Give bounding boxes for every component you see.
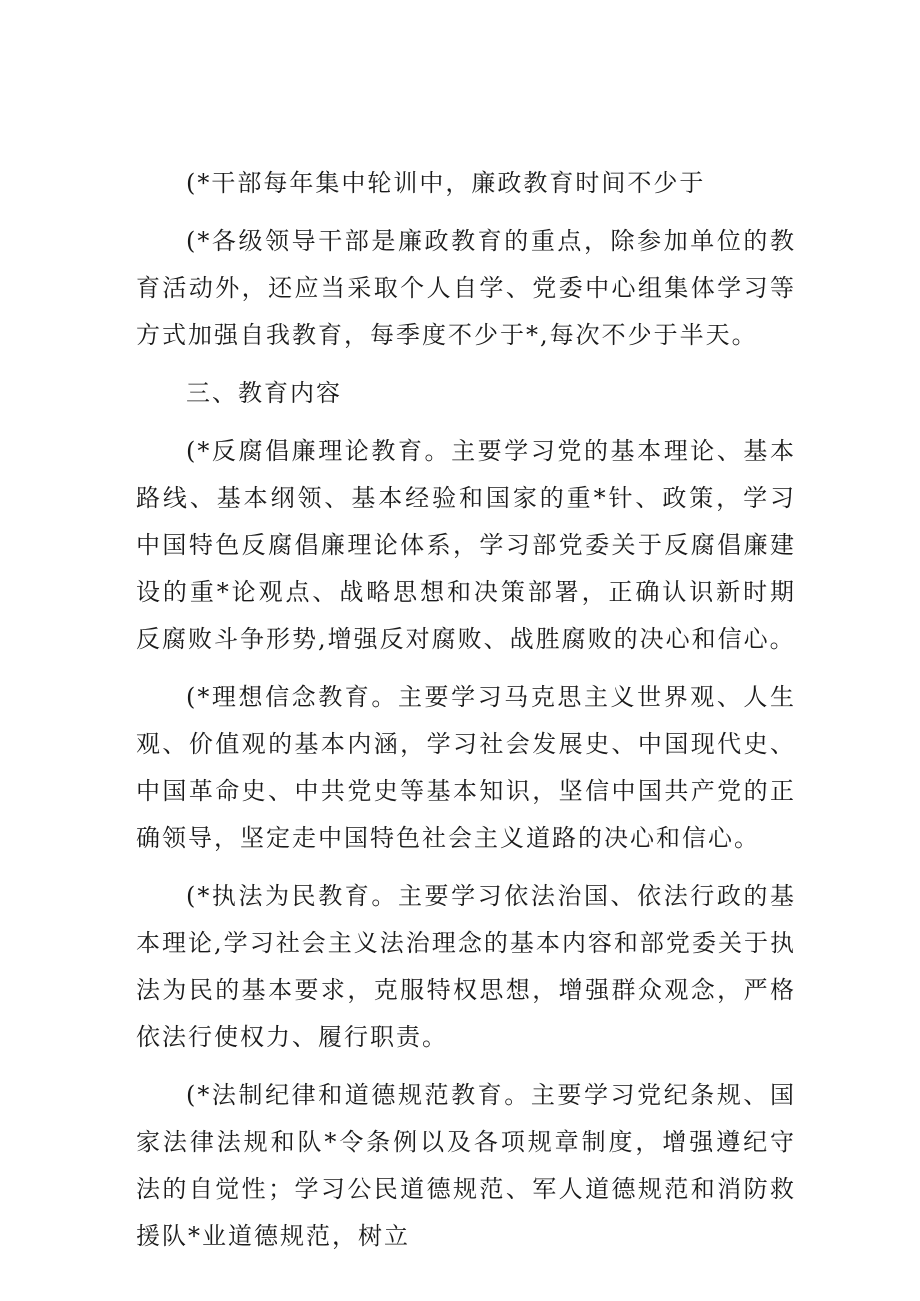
paragraph-law-enforcement: (*执法为民教育。主要学习依法治国、依法行政的基本理论,学习社会主义法治理念的基本内容和部党委关于执法为民的基本要求，克服特权思想，增强群众观念，严格依法行使权力、履行职责。	[136, 882, 796, 1051]
document-body	[136, 160, 796, 1271]
section-heading-education-content: 三、教育内容	[186, 379, 342, 407]
paragraph-leader-education: (*各级领导干部是廉政教育的重点，除参加单位的教育活动外，还应当采取个人自学、党委中心组集体学习等方式加强自我教育，每季度不少于*,每次不少于半天。	[136, 227, 796, 349]
paragraph-training-hours: (*干部每年集中轮训中，廉政教育时间不少于	[186, 169, 706, 197]
paragraph-legal-discipline: (*法制纪律和道德规范教育。主要学习党纪条规、国家法律法规和队*令条例以及各项规章制度，增强遵纪守法的自觉性；学习公民道德规范、军人道德规范和消防救援队*业道德规范，树立	[136, 1081, 796, 1250]
paragraph-ideals-beliefs: (*理想信念教育。主要学习马克思主义世界观、人生观、价值观的基本内涵，学习社会发展史、中国现代史、中国革命史、中共党史等基本知识，坚信中国共产党的正确领导，坚定走中国特色社会主义道路的决心和信心。	[136, 683, 796, 852]
paragraph-anti-corruption-theory: (*反腐倡廉理论教育。主要学习党的基本理论、基本路线、基本纲领、基本经验和国家的重*针、政策，学习中国特色反腐倡廉理论体系，学习部党委关于反腐倡廉建设的重*论观点、战略思想和决策部署，正确认识新时期反腐败斗争形势,增强反对腐败、战胜腐败的决心和信心。	[136, 437, 796, 653]
